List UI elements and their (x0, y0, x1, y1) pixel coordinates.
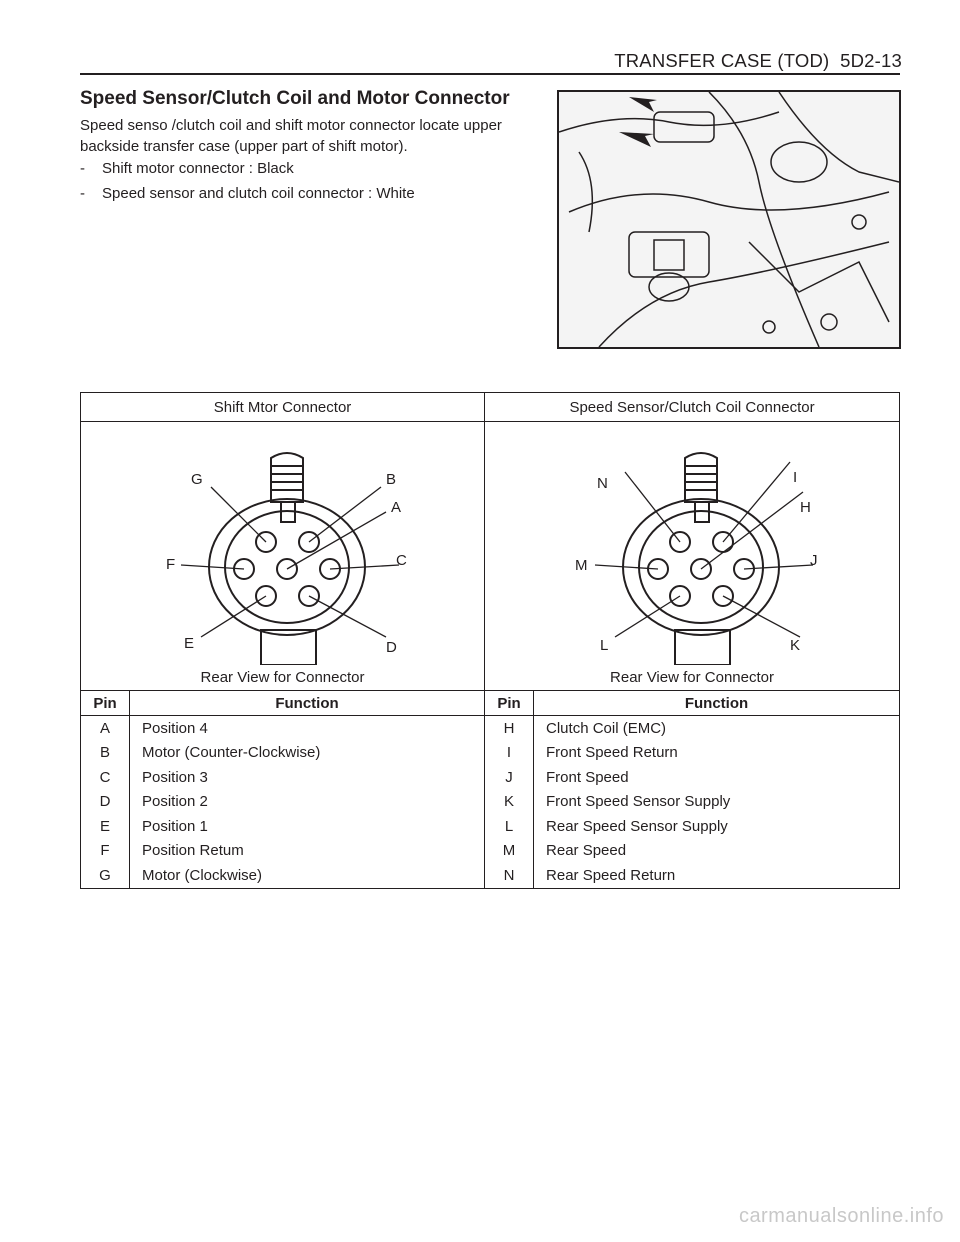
left-diagram-caption: Rear View for Connector (81, 665, 485, 691)
left-pin-header: Pin (81, 691, 130, 716)
intro-line-2: backside transfer case (upper part of shift motor). (80, 138, 408, 155)
table-row (81, 814, 900, 839)
right-diagram-caption: Rear View for Connector (485, 665, 900, 691)
bullet-speed-sensor (80, 185, 415, 202)
speed-sensor-connector-svg (485, 422, 895, 665)
right-function: Front Speed Sensor Supply (534, 790, 900, 815)
connector-pin-table (80, 392, 900, 889)
table-row (81, 716, 900, 741)
left-function-header: Function (130, 691, 485, 716)
right-function-header: Function (534, 691, 900, 716)
pin-label-f: F (166, 556, 176, 573)
pin-label-i: I (793, 469, 798, 486)
bullet-text: Shift motor connector : Black (102, 160, 294, 177)
bullet-text: Speed sensor and clutch coil connector : White (102, 185, 415, 202)
table-row (81, 765, 900, 790)
shift-motor-connector-svg (81, 422, 491, 665)
left-pin: D (81, 790, 130, 815)
pin-label-a: A (391, 499, 402, 516)
right-pin: I (485, 741, 534, 766)
pin-label-b: B (386, 471, 397, 488)
right-pin: L (485, 814, 534, 839)
pin-label-k: K (790, 637, 801, 654)
transfer-case-photo (557, 90, 901, 349)
pin-label-c: C (396, 552, 407, 569)
right-pin: K (485, 790, 534, 815)
left-pin: C (81, 765, 130, 790)
right-pin: N (485, 863, 534, 888)
pin-label-l: L (600, 637, 609, 654)
table-row (81, 741, 900, 766)
left-pin: E (81, 814, 130, 839)
header-section: TRANSFER CASE (TOD) (614, 50, 830, 71)
bullet-dash: - (80, 185, 85, 202)
right-function: Front Speed Return (534, 741, 900, 766)
left-function: Position 3 (130, 765, 485, 790)
right-function: Front Speed (534, 765, 900, 790)
header-rule (80, 73, 900, 75)
running-header (614, 50, 902, 72)
pin-label-d: D (386, 639, 397, 656)
right-pin: J (485, 765, 534, 790)
section-title: Speed Sensor/Clutch Coil and Motor Connector (80, 88, 510, 109)
shift-motor-connector-diagram (81, 422, 485, 666)
right-pin: M (485, 839, 534, 864)
left-function: Position 4 (130, 716, 485, 741)
left-pin: F (81, 839, 130, 864)
left-function: Motor (Counter-Clockwise) (130, 741, 485, 766)
right-function: Rear Speed Return (534, 863, 900, 888)
left-function: Position Retum (130, 839, 485, 864)
right-function: Rear Speed (534, 839, 900, 864)
pin-label-j: J (810, 552, 818, 569)
right-pin: H (485, 716, 534, 741)
pin-label-m: M (575, 557, 588, 574)
arrow-icons (619, 97, 657, 147)
bullet-dash: - (80, 160, 85, 177)
left-pin: B (81, 741, 130, 766)
right-function: Clutch Coil (EMC) (534, 716, 900, 741)
left-function: Position 2 (130, 790, 485, 815)
left-function: Position 1 (130, 814, 485, 839)
watermark[interactable]: carmanualsonline.info (738, 1205, 944, 1227)
speed-sensor-connector-diagram (485, 422, 900, 666)
pin-label-n: N (597, 475, 608, 492)
right-function: Rear Speed Sensor Supply (534, 814, 900, 839)
bullet-shift-motor (80, 160, 294, 177)
intro-line-1: Speed senso /clutch coil and shift motor connector locate upper (80, 117, 502, 134)
right-connector-title: Speed Sensor/Clutch Coil Connector (485, 393, 900, 422)
intro-paragraph (80, 115, 530, 157)
table-row (81, 863, 900, 888)
left-function: Motor (Clockwise) (130, 863, 485, 888)
transfer-case-illustration (559, 92, 899, 347)
pin-label-e: E (184, 635, 195, 652)
left-connector-title: Shift Mtor Connector (81, 393, 485, 422)
table-row (81, 790, 900, 815)
left-pin: G (81, 863, 130, 888)
right-pin-header: Pin (485, 691, 534, 716)
table-row (81, 839, 900, 864)
pin-label-g: G (191, 471, 203, 488)
header-page-number: 5D2-13 (840, 50, 902, 71)
left-pin: A (81, 716, 130, 741)
pin-label-h: H (800, 499, 811, 516)
